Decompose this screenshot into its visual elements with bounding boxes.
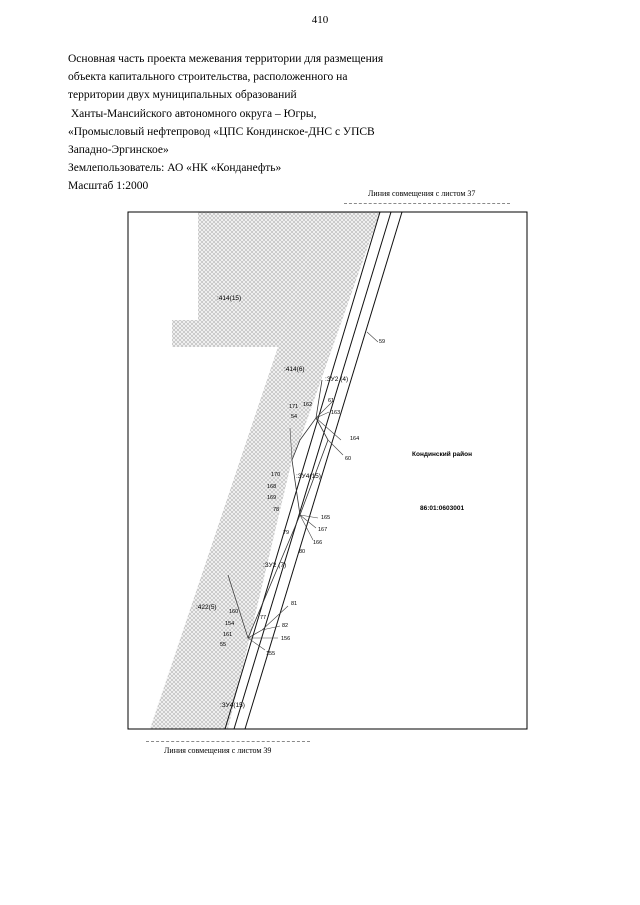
point-label: 161 — [223, 632, 233, 638]
point-label: 77 — [260, 615, 267, 621]
header-line: территории двух муниципальных образований — [68, 89, 297, 102]
point-label: 78 — [273, 507, 280, 513]
point-label: 82 — [282, 623, 289, 629]
parcel-label: :414(6) — [284, 366, 305, 373]
point-label: 155 — [266, 651, 276, 657]
point-label: 154 — [225, 621, 235, 627]
point-label: 156 — [281, 636, 291, 642]
point-label: 169 — [267, 495, 277, 501]
point-label: 79 — [283, 530, 290, 536]
header-line: Ханты-Мансийского автономного округа – Югры, — [68, 107, 317, 120]
page-number: 410 — [311, 14, 329, 26]
parcel-label: :422(5) — [196, 604, 217, 611]
point-label: 160 — [229, 609, 239, 615]
parcel-label: :ЗУ4(15) — [220, 702, 245, 709]
header-line: Западно-Эргинское» — [68, 144, 169, 157]
cadastral-quarter-label: 86:01:0603001 — [420, 505, 465, 512]
point-label: 170 — [271, 472, 281, 478]
parcel-422-5-area — [150, 347, 292, 729]
match-line-bottom-label: Линия совмещения с листом 39 — [164, 746, 272, 755]
point-label: 80 — [299, 549, 306, 555]
point-label: 168 — [267, 484, 277, 490]
point-label: 167 — [318, 527, 328, 533]
header-line: Основная часть проекта межевания территории для размещения — [68, 53, 384, 65]
district-label: Кондинский район — [412, 451, 473, 458]
point-label: 55 — [220, 642, 227, 648]
parcel-label: :414(15) — [217, 295, 242, 302]
point-label: 54 — [291, 414, 298, 420]
point-label: 171 — [289, 404, 299, 410]
point-label: 60 — [345, 456, 352, 462]
point-label: 164 — [350, 436, 360, 442]
land-user-line: Землепользователь: АО «НК «Конданефть» — [68, 162, 282, 175]
header-line: объекта капитального строительства, расположенного на — [68, 71, 348, 84]
point-label: 61 — [328, 398, 335, 404]
match-line-top-label: Линия совмещения с листом 37 — [368, 189, 476, 198]
point-label: 81 — [291, 601, 298, 607]
parcel-label: :ЗУ2 (4) — [325, 376, 349, 383]
point-label: 166 — [313, 540, 323, 546]
parcel-label: :ЗУ2 (7) — [263, 562, 287, 569]
header-line: «Промысловый нефтепровод «ЦПС Кондинское-ДНС с УПСВ — [68, 125, 375, 138]
point-label: 59 — [379, 339, 386, 345]
point-label: 165 — [321, 515, 331, 521]
point-label: 163 — [331, 410, 341, 416]
point-label: 162 — [303, 402, 313, 408]
parcel-label: :ЗУ4(15) — [296, 473, 321, 480]
scale-line: Масштаб 1:2000 — [68, 180, 149, 193]
